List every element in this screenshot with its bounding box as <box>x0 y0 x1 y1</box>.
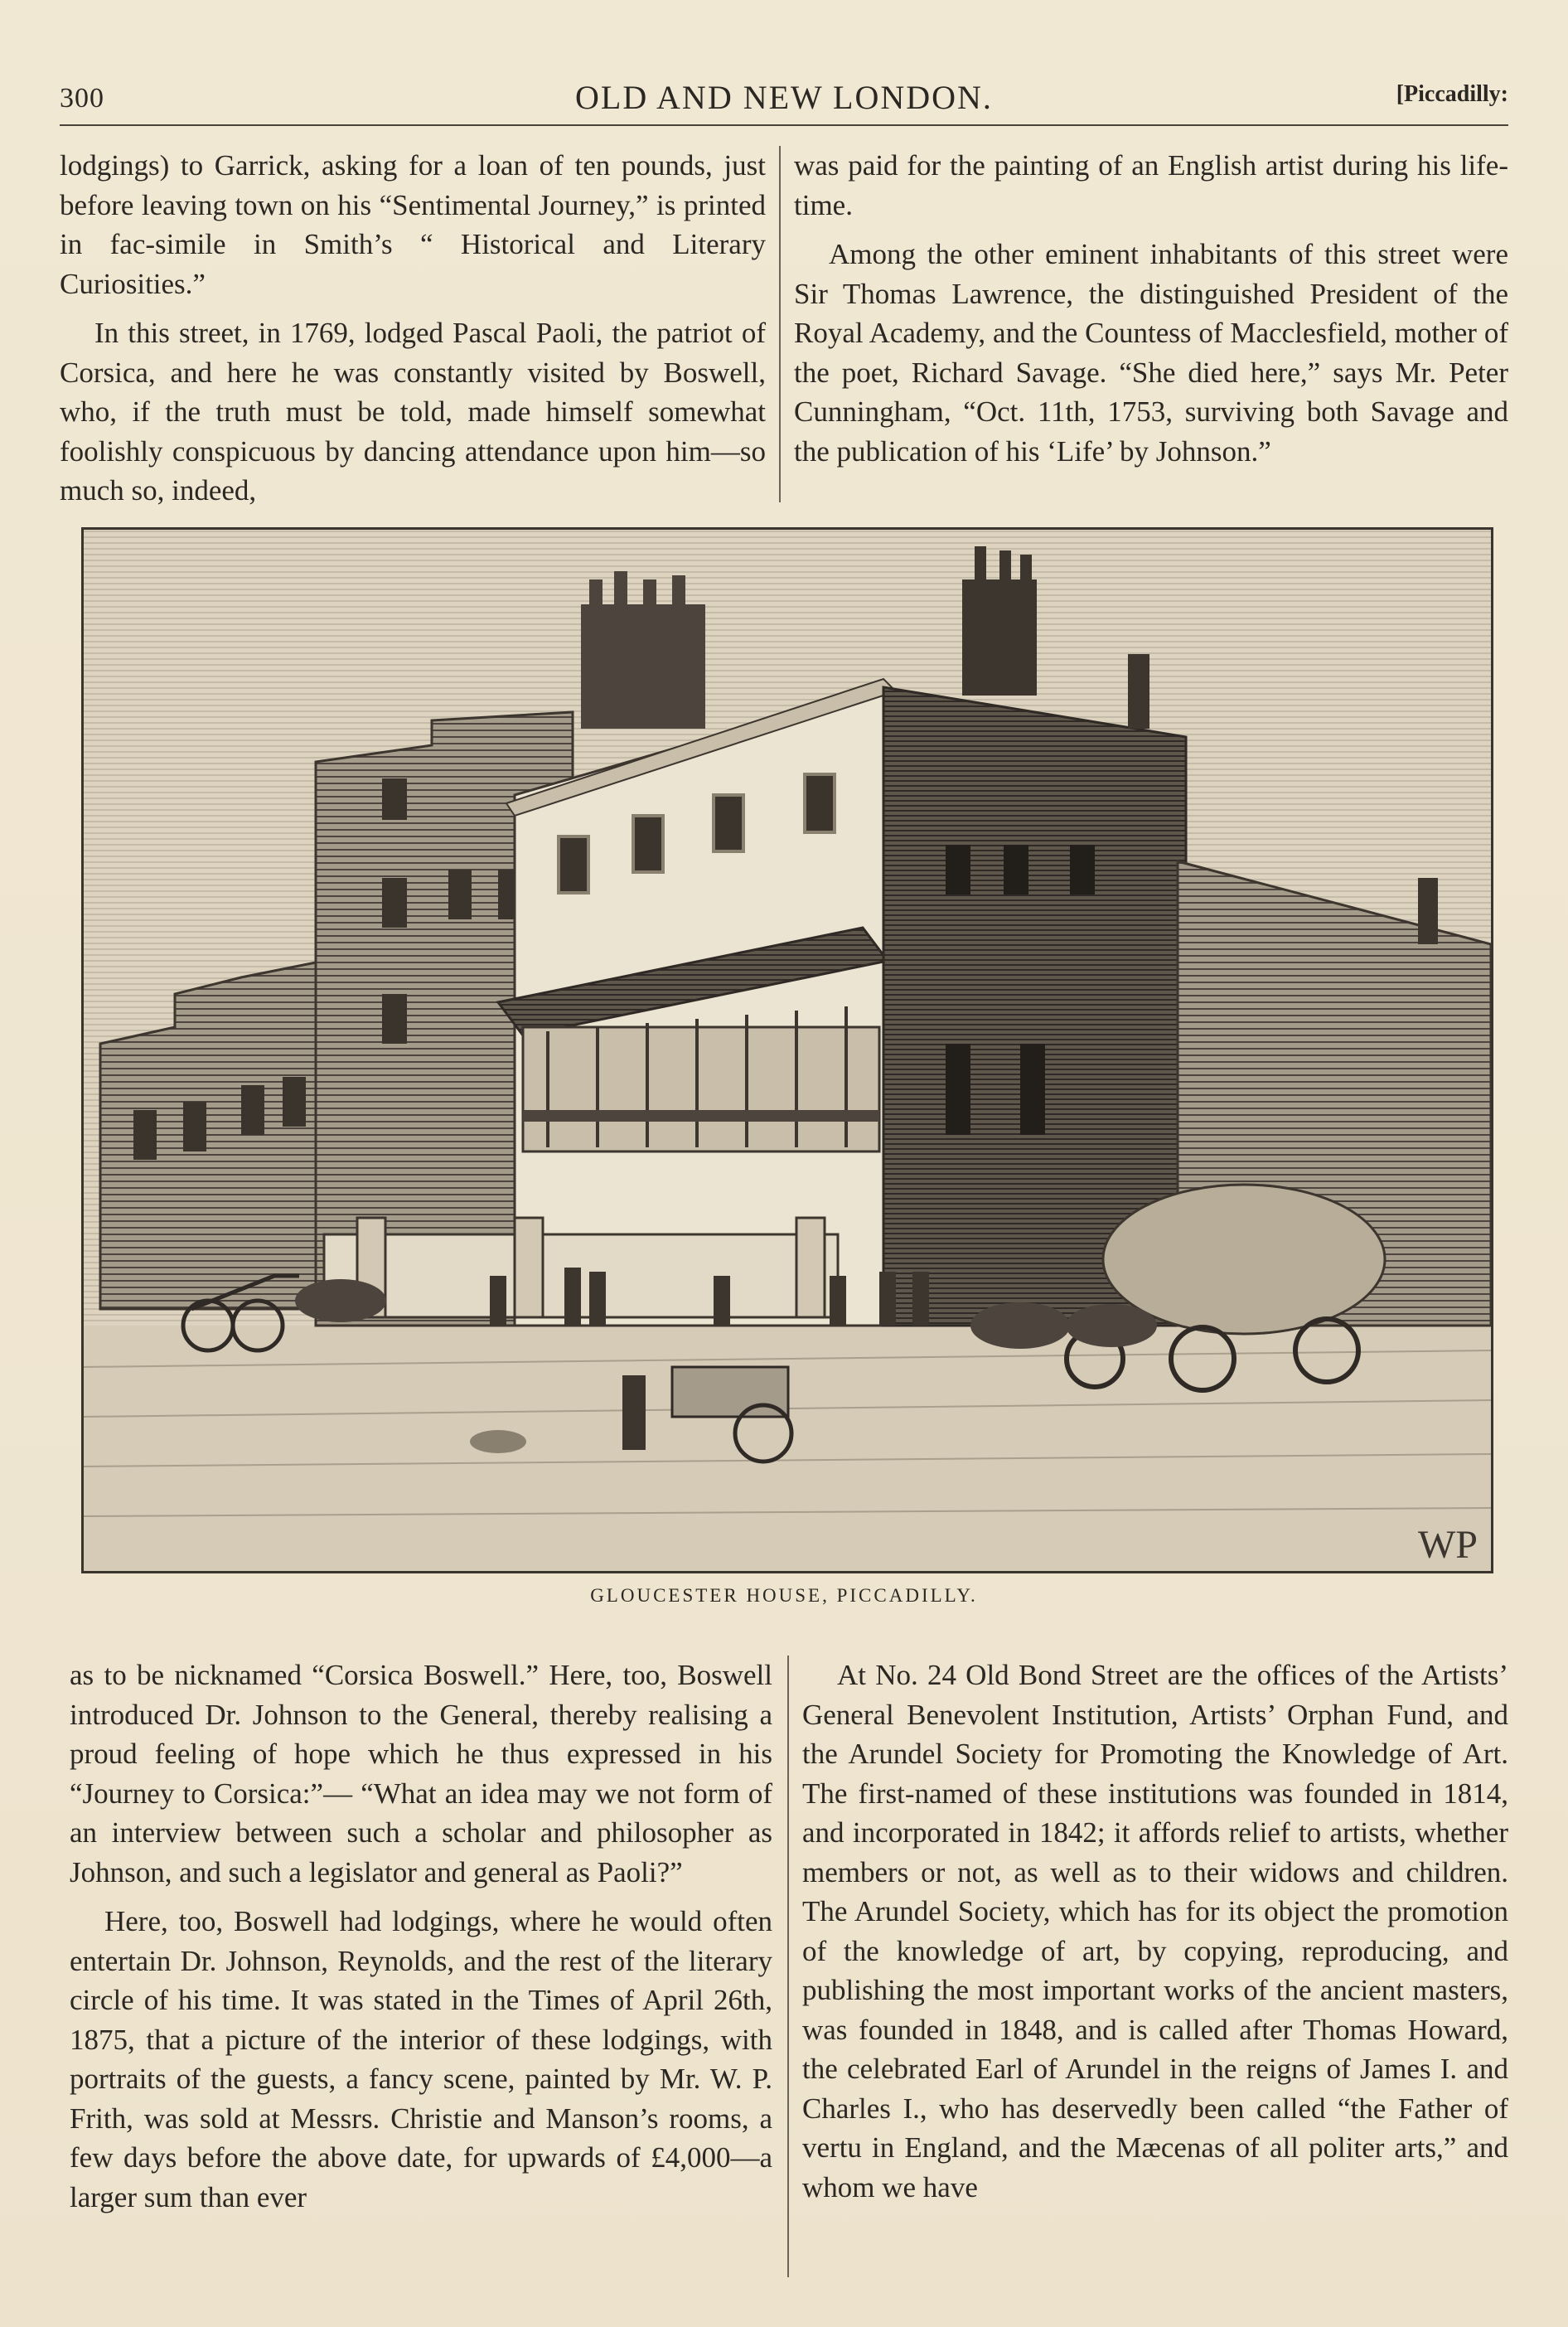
section-tag: [Piccadilly: <box>1396 81 1508 107</box>
column-top-right <box>794 146 1508 481</box>
paragraph: Here, too, Boswell had lodgings, where he would often entertain Dr. Johnson, Reynolds, and the rest of the literary circle of his time. It was stated in the Times of April 26th, 1875, that a picture of the interior of these lodgings, with portraits of the guests, a fancy scene, painted by Mr. W. P. Frith, was sold at Messrs. Christie and Manson’s rooms, a few days before the above date, for upwards of £4,000—a larger sum than ever <box>70 1905 772 2213</box>
paragraph: was paid for the painting of an English artist during his life-time. <box>794 149 1508 221</box>
chimneys-right <box>962 546 1149 729</box>
far-right-chimney <box>1418 878 1438 944</box>
paragraph: At No. 24 Old Bond Street are the offices of the Artists’ General Benevolent Institution, Artists’ Orphan Fund, and the Arundel Society for Promoting the Knowledge of Art. The first-named of these institutions was founded in 1814, and incorporated in 1842; it affords relief to artists, whether members or not, as well as to their widows and children. The Arundel Society, which has for its object the promotion of the knowledge of art, by copying, reproducing, and publishing the most important works of the ancient masters, was founded in 1848, and is called after Thomas Howard, the celebrated Earl of Arundel in the reigns of James I. and Charles I., who has deservedly been called “the Father of vertu in England, and the Mæcenas of all politer arts,” and whom we have <box>802 1659 1508 2203</box>
header-rule <box>60 124 1508 126</box>
page-number: 300 <box>60 83 104 114</box>
running-title: OLD AND NEW LONDON. <box>575 79 993 116</box>
hand-cart <box>672 1367 788 1417</box>
column-bottom-right <box>802 1656 1508 2217</box>
page-header <box>60 73 1508 124</box>
engraving-svg <box>84 530 1491 1571</box>
balcony-rail <box>523 1110 879 1122</box>
chimneys-left <box>581 571 705 729</box>
paragraph: as to be nicknamed “Corsica Boswell.” Here, too, Boswell introduced Dr. Johnson to the General, thereby realising a proud feeling of hope which he thus expressed in his “Journey to Corsica:”— “What an idea may we not form of an interview between such a scholar and philosopher as Johnson, and such a legislator and general as Paoli?” <box>70 1659 772 1888</box>
column-divider <box>787 1656 789 2277</box>
column-top-left <box>60 146 766 521</box>
veranda <box>523 1027 879 1151</box>
engraver-signature: WP <box>1418 1523 1478 1567</box>
column-bottom-left <box>70 1656 772 2227</box>
dog <box>470 1430 526 1453</box>
engraving-gloucester-house <box>81 527 1493 1573</box>
paragraph: Among the other eminent inhabitants of this street were Sir Thomas Lawrence, the distinguished President of the Royal Academy, and the Countess of Macclesfield, mother of the poet, Richard Savage. “She died here,” says Mr. Peter Cunningham, “Oct. 11th, 1753, surviving both Savage and the publication of his ‘Life’ by Johnson.” <box>794 238 1508 468</box>
column-divider <box>779 146 781 502</box>
paragraph: In this street, in 1769, lodged Pascal Paoli, the patriot of Corsica, and here he was constantly visited by Boswell, who, if the truth must be told, made himself somewhat foolishly conspicuous by dancing attendance upon him—so much so, indeed, <box>60 317 766 507</box>
paragraph: lodgings) to Garrick, asking for a loan of ten pounds, just before leaving town on his “Sentimental Journey,” is printed in fac-simile in Smith’s “ Historical and Literary Curiosities.” <box>60 149 766 300</box>
cart-man <box>622 1375 646 1450</box>
illustration-caption: GLOUCESTER HOUSE, PICCADILLY. <box>590 1585 978 1606</box>
